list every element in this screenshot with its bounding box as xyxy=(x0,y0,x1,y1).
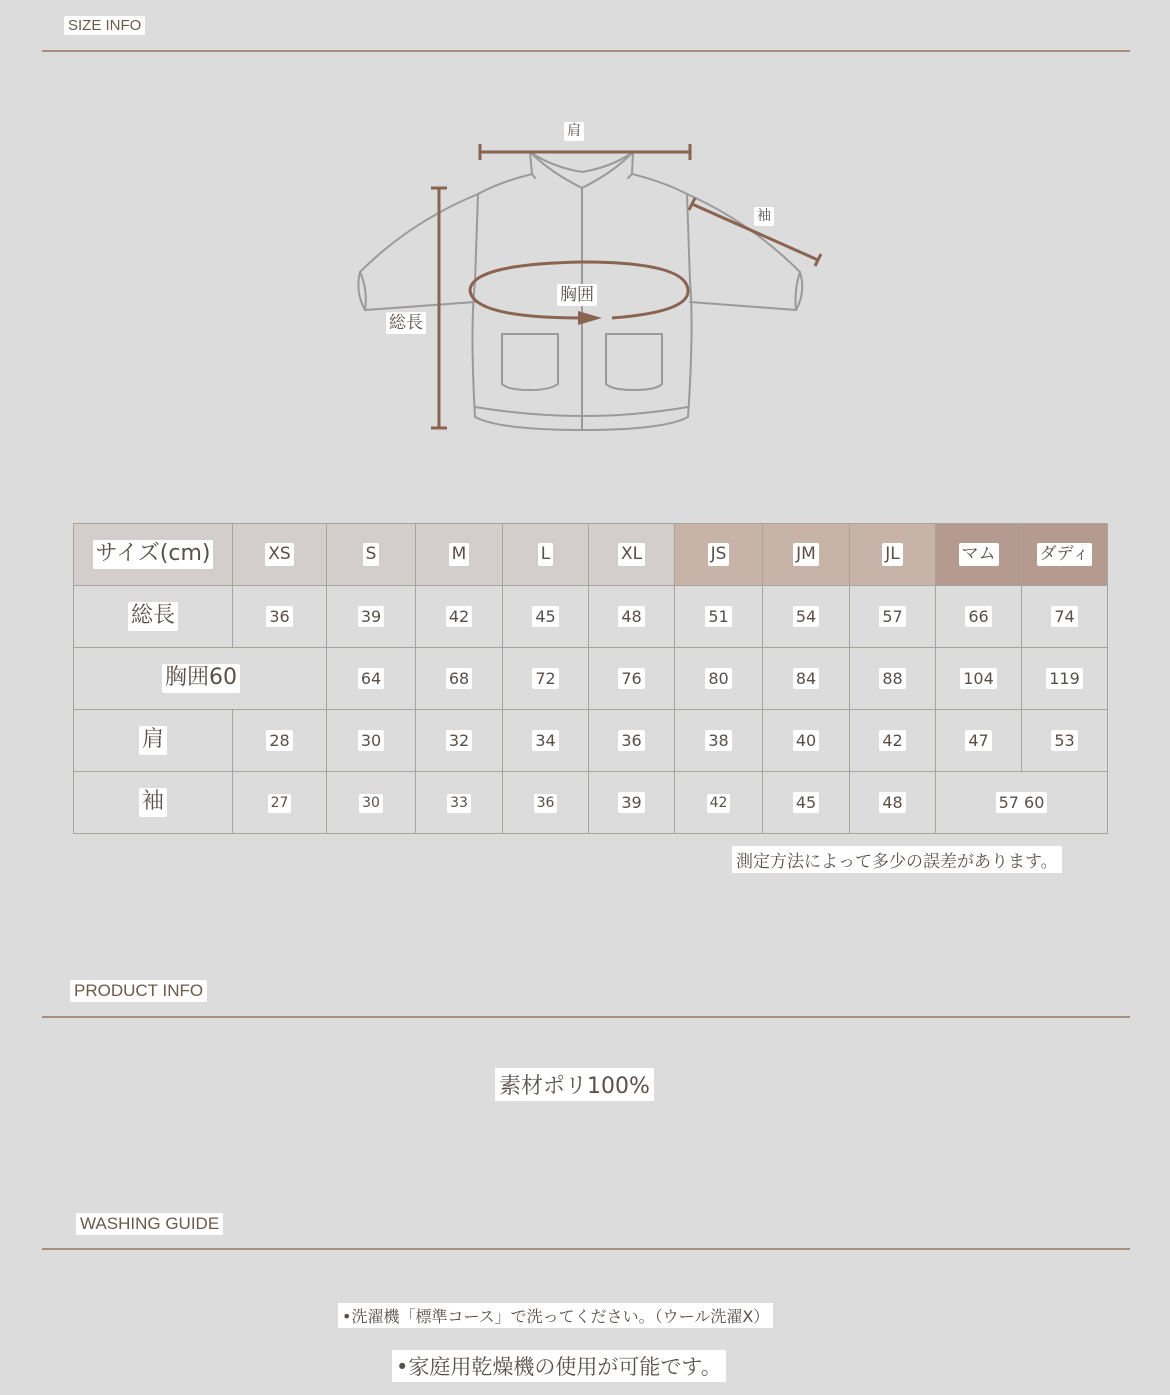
table-cell xyxy=(327,710,416,772)
size-jl: JL xyxy=(882,543,903,565)
table-cell xyxy=(763,710,850,772)
washing-instruction-1: •洗濯機「標準コース」で洗ってください。（ウール洗濯X） xyxy=(338,1303,773,1328)
cell-value: 36 xyxy=(266,606,292,627)
table-cell xyxy=(675,586,763,648)
table-cell xyxy=(936,648,1022,710)
table-header-cell xyxy=(589,524,675,586)
row-label-length: 総長 xyxy=(128,602,178,630)
cell-value: 30 xyxy=(359,794,383,813)
table-header-cell xyxy=(936,524,1022,586)
cell-value: 72 xyxy=(532,668,558,689)
table-cell xyxy=(416,586,503,648)
cell-value: 39 xyxy=(618,792,644,813)
size-xs: XS xyxy=(265,543,293,565)
size-l: L xyxy=(538,543,553,565)
measurement-note: 測定方法によって多少の誤差があります。 xyxy=(732,846,1062,873)
cell-value: 84 xyxy=(793,668,819,689)
washing-guide-divider xyxy=(42,1248,1130,1250)
cell-value: 32 xyxy=(446,730,472,751)
cell-value: 38 xyxy=(705,730,731,751)
table-cell xyxy=(233,772,327,834)
table-cell xyxy=(675,710,763,772)
size-mom: マム xyxy=(959,543,999,565)
table-cell xyxy=(1022,648,1108,710)
size-daddy: ダディ xyxy=(1037,543,1093,565)
cell-value: 42 xyxy=(879,730,905,751)
cell-value: 64 xyxy=(358,668,384,689)
table-cell xyxy=(850,710,936,772)
table-cell xyxy=(233,710,327,772)
table-header-cell xyxy=(675,524,763,586)
table-cell xyxy=(675,648,763,710)
cell-value: 51 xyxy=(705,606,731,627)
jacket-outline-illustration xyxy=(350,112,830,442)
cell-value: 34 xyxy=(532,730,558,751)
table-header-cell xyxy=(763,524,850,586)
table-cell xyxy=(416,772,503,834)
cell-value: 40 xyxy=(793,730,819,751)
length-label: 総長 xyxy=(386,312,426,334)
size-chart-table xyxy=(73,523,1108,834)
product-info-heading: PRODUCT INFO xyxy=(70,980,207,1002)
jacket-measurement-diagram xyxy=(350,112,830,442)
table-cell xyxy=(327,648,416,710)
cell-value: 57 xyxy=(879,606,905,627)
cell-value: 36 xyxy=(618,730,644,751)
cell-value: 42 xyxy=(707,794,731,813)
table-cell xyxy=(763,648,850,710)
table-cell xyxy=(503,586,589,648)
table-header-cell xyxy=(850,524,936,586)
cell-value: 45 xyxy=(532,606,558,627)
cell-value: 48 xyxy=(879,792,905,813)
row-label-shoulder: 肩 xyxy=(139,726,167,754)
row-label-sleeve: 袖 xyxy=(139,788,167,816)
table-cell xyxy=(850,586,936,648)
cell-value: 88 xyxy=(879,668,905,689)
cell-value: 30 xyxy=(358,730,384,751)
material-text: 素材ポリ100% xyxy=(495,1068,654,1101)
cell-value: 57 60 xyxy=(996,792,1048,813)
table-cell xyxy=(675,772,763,834)
table-row xyxy=(74,648,1108,710)
table-cell xyxy=(1022,586,1108,648)
table-cell xyxy=(503,648,589,710)
table-cell xyxy=(589,710,675,772)
table-cell xyxy=(503,772,589,834)
size-info-divider xyxy=(42,50,1130,52)
row-label-cell xyxy=(74,648,327,710)
cell-value: 45 xyxy=(793,792,819,813)
table-cell xyxy=(1022,710,1108,772)
cell-value: 47 xyxy=(965,730,991,751)
cell-value: 74 xyxy=(1051,606,1077,627)
size-header-label: サイズ(cm) xyxy=(93,540,214,568)
row-label-cell xyxy=(74,586,233,648)
product-info-divider xyxy=(42,1016,1130,1018)
row-label-cell xyxy=(74,772,233,834)
cell-value: 80 xyxy=(705,668,731,689)
table-row xyxy=(74,586,1108,648)
size-xl: XL xyxy=(618,543,645,565)
table-cell xyxy=(327,586,416,648)
washing-instruction-2: •家庭用乾燥機の使用が可能です。 xyxy=(392,1350,726,1382)
table-header-row xyxy=(74,524,1108,586)
size-info-heading: SIZE INFO xyxy=(64,16,145,35)
size-js: JS xyxy=(708,543,730,565)
row-label-chest: 胸囲60 xyxy=(162,664,240,692)
table-cell xyxy=(503,710,589,772)
cell-value: 48 xyxy=(618,606,644,627)
cell-value: 33 xyxy=(447,794,471,813)
cell-value: 27 xyxy=(268,794,292,813)
table-header-cell xyxy=(233,524,327,586)
cell-value: 36 xyxy=(534,794,558,813)
sleeve-label: 袖 xyxy=(754,207,774,226)
table-cell xyxy=(936,772,1108,834)
table-header-cell xyxy=(74,524,233,586)
table-cell xyxy=(850,772,936,834)
chest-label: 胸囲 xyxy=(557,284,597,306)
table-cell xyxy=(763,586,850,648)
table-header-cell xyxy=(503,524,589,586)
cell-value: 68 xyxy=(446,668,472,689)
table-cell xyxy=(589,648,675,710)
table-cell xyxy=(936,586,1022,648)
table-header-cell xyxy=(1022,524,1108,586)
size-m: M xyxy=(449,543,470,565)
cell-value: 53 xyxy=(1051,730,1077,751)
cell-value: 104 xyxy=(960,668,997,689)
table-cell xyxy=(416,710,503,772)
cell-value: 42 xyxy=(446,606,472,627)
table-header-cell xyxy=(327,524,416,586)
table-row xyxy=(74,772,1108,834)
table-cell xyxy=(327,772,416,834)
cell-value: 28 xyxy=(266,730,292,751)
table-cell xyxy=(416,648,503,710)
washing-guide-heading: WASHING GUIDE xyxy=(76,1213,223,1235)
table-header-cell xyxy=(416,524,503,586)
table-cell xyxy=(589,586,675,648)
table-cell xyxy=(589,772,675,834)
table-cell xyxy=(850,648,936,710)
size-s: S xyxy=(363,543,380,565)
row-label-cell xyxy=(74,710,233,772)
cell-value: 66 xyxy=(965,606,991,627)
table-cell xyxy=(763,772,850,834)
table-cell xyxy=(233,586,327,648)
cell-value: 39 xyxy=(358,606,384,627)
cell-value: 76 xyxy=(618,668,644,689)
size-jm: JM xyxy=(793,543,819,565)
table-row xyxy=(74,710,1108,772)
cell-value: 119 xyxy=(1046,668,1083,689)
cell-value: 54 xyxy=(793,606,819,627)
table-cell xyxy=(936,710,1022,772)
shoulder-label: 肩 xyxy=(564,122,584,141)
